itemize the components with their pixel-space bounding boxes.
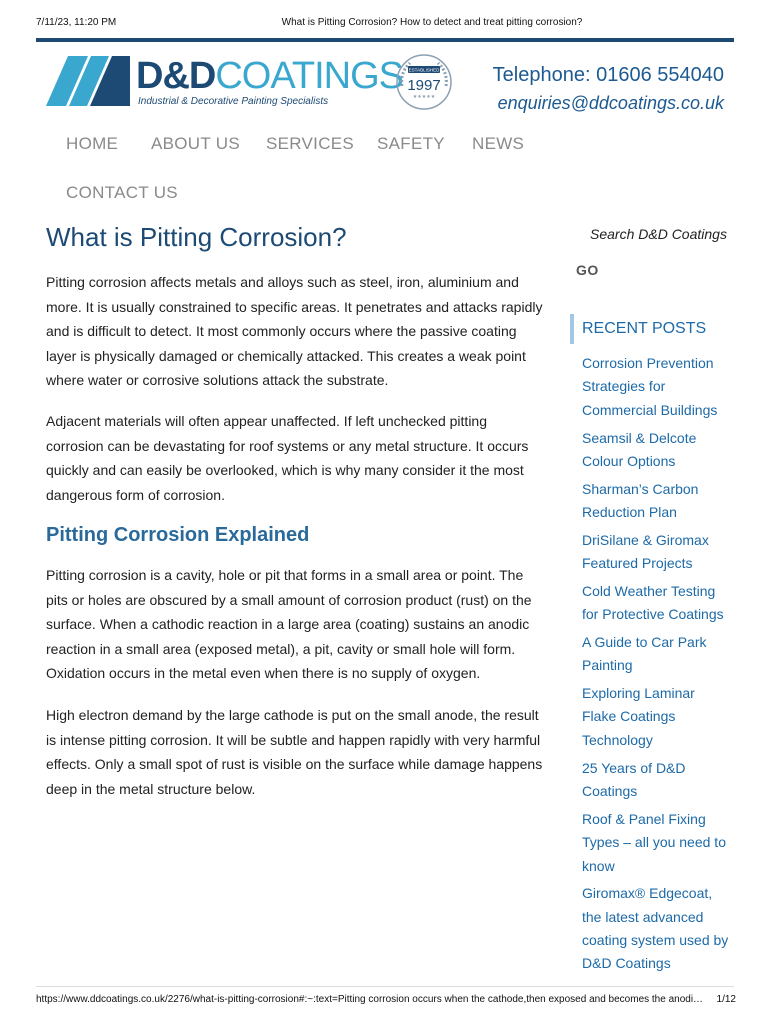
print-header (0, 0, 768, 36)
nav-contact-us[interactable]: CONTACT US (66, 183, 178, 202)
top-accent-bar (36, 38, 734, 42)
recent-post-link[interactable]: Seamsil & Delcote Colour Options (582, 429, 697, 469)
recent-post-link[interactable]: Sharman’s Carbon Reduction Plan (582, 480, 699, 521)
recent-post-link[interactable]: Corrosion Prevention Strategies for Commercial Buildings (582, 355, 718, 418)
nav-services[interactable]: SERVICES (266, 134, 355, 153)
telephone-link[interactable]: Telephone: 01606 554040 (492, 64, 724, 86)
article-title: What is Pitting Corrosion? (46, 222, 347, 252)
recent-post-link[interactable]: Roof & Panel Fixing Types – all you need to know (582, 810, 726, 874)
article-paragraph-1: Pitting corrosion affects metals and alloys such as steel, iron, aluminium and more. It is usually constrained to specific areas. It penetrates and attacks rapidly and is difficult to detect. It most commonly occurs where the passive coating layer is physically damaged or chemically attacked. This creates a weak point where water or corrosive solutions attack the substrate. (46, 274, 543, 389)
print-datetime: 7/11/23, 11:20 PM (36, 17, 117, 28)
site-logo[interactable] (136, 56, 403, 96)
recent-post-link[interactable]: Cold Weather Testing for Protective Coatings (582, 582, 724, 623)
logo-stripes-icon[interactable] (46, 56, 130, 106)
recent-post-link[interactable]: Exploring Laminar Flake Coatings Technology (582, 685, 695, 748)
print-url: https://www.ddcoatings.co.uk/2276/what-is-pitting-corrosion#:~:text=Pitting corrosion occurs when the cathode,then exposed and becomes the anodi… (36, 994, 704, 1005)
recent-posts-list (582, 352, 732, 980)
recent-post-link[interactable]: DriSilane & Giromax Featured Projects (582, 531, 709, 572)
recent-posts-heading: RECENT POSTS (570, 314, 706, 344)
article-paragraph-4: High electron demand by the large cathode is put on the small anode, the result is intense pitting corrosion. It will be subtle and happen rapidly with very harmful effects. Only a small spot of rust is visible on the surface while damage happens deep in the metal structure below. (46, 707, 543, 797)
contact-block (493, 63, 724, 115)
recent-post-link[interactable]: A Guide to Car Park Painting (582, 633, 707, 674)
article-paragraph-3: Pitting corrosion is a cavity, hole or pit that forms in a small area or point. The pits or holes are obscured by a small amount of corrosion product (rust) on the surface. When a cathodic reaction in a large area (coating) sustains an anodic reaction in a small area (exposed metal), a pit, cavity or small hole will form. Oxidation occurs in the metal even when there is no supply of oxygen. (46, 567, 532, 682)
nav-home[interactable]: HOME (66, 134, 119, 153)
search-go-button[interactable]: GO (576, 262, 599, 278)
footer-divider (36, 986, 734, 987)
logo-tagline: Industrial & Decorative Painting Specialists (138, 96, 329, 107)
svg-text:★★★★★: ★★★★★ (412, 94, 436, 100)
badge-year: 1997 (407, 77, 441, 94)
print-page-number: 1/12 (716, 994, 736, 1005)
article-subheading: Pitting Corrosion Explained (46, 524, 310, 546)
badge-top-text: ESTABLISHED (408, 67, 440, 73)
search-input[interactable]: Search D&D Coatings (590, 226, 727, 242)
print-page-title: What is Pitting Corrosion? How to detect and treat pitting corrosion? (281, 17, 583, 28)
recent-post-link[interactable]: 25 Years of D&D Coatings (582, 759, 686, 799)
logo-name-part1: D&D (136, 55, 216, 97)
logo-name-part2: COATINGS (215, 55, 403, 97)
email-link[interactable]: enquiries@ddcoatings.co.uk (497, 93, 724, 113)
established-badge-icon (394, 52, 454, 112)
recent-post-link[interactable]: Giromax® Edgecoat, the latest advanced coating system used by D&D Coatings (582, 885, 729, 972)
nav-news[interactable]: NEWS (472, 134, 525, 153)
nav-about-us[interactable]: ABOUT US (151, 134, 240, 153)
article-paragraph-2: Adjacent materials will often appear unaffected. If left unchecked pitting corrosion can be devastating for roof systems or any metal structure. It occurs quickly and can easily be overlooked, which is why many consider it the most dangerous form of corrosion. (46, 413, 529, 503)
nav-safety[interactable]: SAFETY (377, 134, 445, 153)
